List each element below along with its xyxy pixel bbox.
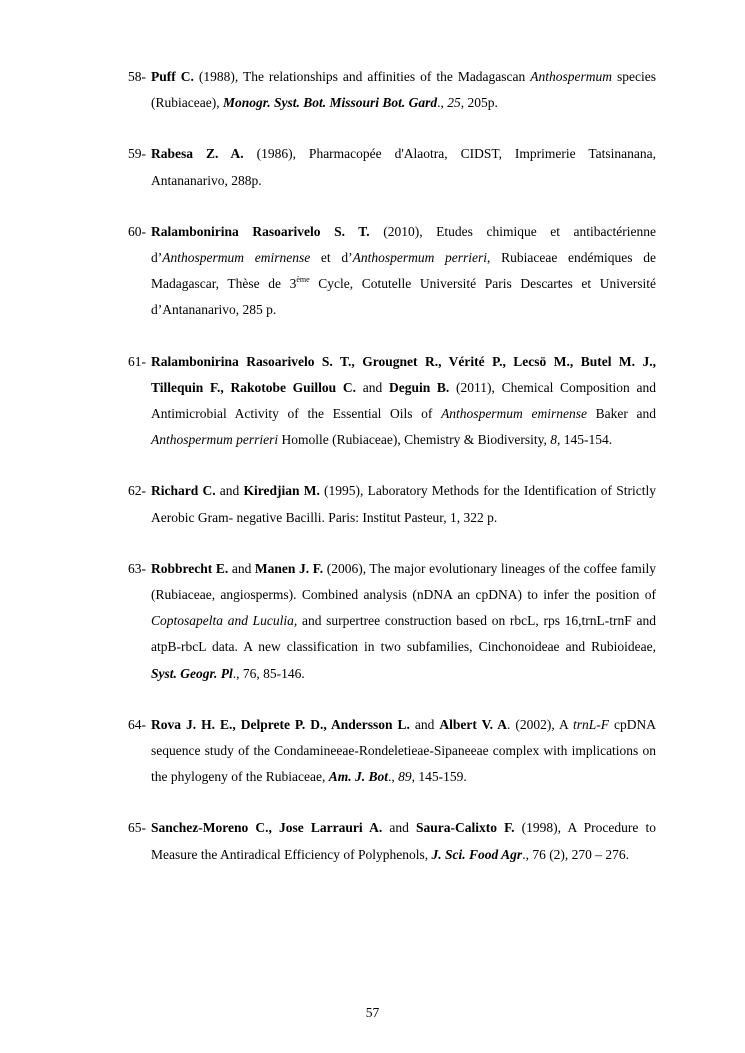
reference-text-run: , 145-154. — [556, 432, 613, 448]
reference-entry — [128, 141, 656, 193]
reference-journal: Syst. Geogr. Pl — [151, 665, 233, 681]
reference-text-run: and — [228, 560, 255, 576]
reference-journal: Am. J. Bot — [328, 769, 388, 785]
reference-author: Ralambonirina Rasoarivelo S. T., Grougnet R., Vérité P., Lecsö M., Butel M. J., Tillequin F., Rakotobe Guillou C. — [151, 353, 656, 395]
reference-text-run: (1988), The relationships and affinities of the Madagascan — [193, 69, 531, 84]
reference-italic-text: Anthospermum — [530, 69, 613, 84]
reference-italic-text: 25 — [447, 95, 461, 111]
reference-author: Albert V. A — [439, 716, 507, 732]
reference-text-run: and — [409, 716, 440, 732]
page-number: 57 — [365, 1005, 380, 1020]
reference-text-run: , 145-159. — [411, 769, 467, 785]
reference-number: 58- — [128, 69, 146, 84]
reference-text-run: ., 76 (2), 270 – 276. — [522, 846, 630, 862]
reference-journal: Monogr. Syst. Bot. Missouri Bot. Gard — [222, 95, 438, 111]
reference-italic-text: Anthospermum perrieri — [151, 432, 279, 448]
reference-text-run: (1995), Laboratory Methods for the Identification of Strictly Aerobic Gram- negative Bacilli. Paris: Institut Pasteur, 1, 322 p. — [151, 483, 657, 525]
reference-journal: J. Sci. Food Agr — [431, 846, 523, 862]
reference-text-run: (1998), A Procedure to Measure the Antiradical Efficiency of Polyphenols, — [151, 820, 656, 862]
reference-number: 64- — [128, 716, 146, 732]
reference-text-run: , 205p. — [460, 95, 498, 111]
reference-number: 63- — [128, 560, 146, 576]
reference-number: 59- — [128, 146, 146, 162]
reference-author: Richard C. — [151, 483, 216, 499]
reference-text — [151, 349, 656, 454]
reference-text-run: . (2002), A — [507, 716, 573, 732]
reference-author: Manen J. F. — [254, 560, 324, 576]
reference-text — [151, 64, 656, 116]
reference-text-run: , Rubiaceae endémiques de Madagascar, Thèse de 3 — [151, 250, 656, 292]
reference-italic-text: 8 — [550, 432, 557, 448]
reference-author: Saura-Calixto F. — [416, 820, 515, 836]
reference-text-run: and surpertree construction based on rbcL, rps 16,trnL-trnF and atpB-rbcL data. A new classification in two subfamilies, Cinchonoideae and Rubioideae, — [151, 613, 656, 655]
reference-italic-text: Anthospermum emirnense — [441, 406, 587, 422]
reference-text-run: Baker and — [586, 406, 656, 422]
reference-text — [151, 219, 656, 324]
reference-text-run: cpDNA sequence study of the Condamineeae-Rondeletieae-Sipaneeae complex with implications on the phylogeny of the Rubiaceae, — [151, 716, 656, 785]
reference-text-run: and — [356, 379, 389, 395]
reference-text-run: ., 76, 85-146. — [232, 665, 305, 681]
reference-number: 65- — [128, 820, 146, 836]
reference-text-run: ., — [437, 95, 448, 111]
reference-text — [151, 712, 656, 791]
reference-italic-text: Anthospermum emirnense — [162, 250, 311, 266]
reference-italic-text: Coptosapelta and Luculia, — [151, 613, 298, 629]
reference-text — [151, 556, 656, 687]
reference-text-run: (1986), Pharmacopée d'Alaotra, CIDST, Imprimerie Tatsinanana, Antananarivo, 288p. — [151, 146, 656, 188]
reference-italic-text: 89 — [398, 769, 412, 785]
reference-number: 61- — [128, 353, 146, 369]
reference-author: Deguin B. — [388, 379, 450, 395]
reference-entry — [128, 815, 656, 867]
reference-text-run: and — [215, 483, 244, 499]
reference-entry — [128, 712, 656, 791]
reference-entry — [128, 349, 656, 454]
reference-text-run: (2011), Chemical Composition and Antimicrobial Activity of the Essential Oils of — [151, 379, 657, 422]
reference-text-run: (2010), Etudes chimique et antibactérienne d’ — [151, 223, 656, 266]
reference-text-run: (2006), The major evolutionary lineages of the coffee family (Rubiaceae, angiosperms). Combined analysis (nDNA an cpDNA) to infer the position of — [151, 560, 656, 603]
reference-number: 62- — [128, 483, 146, 499]
reference-text — [151, 141, 656, 193]
reference-author: Sanchez-Moreno C., Jose Larrauri A. — [151, 820, 383, 836]
reference-entry — [128, 64, 656, 116]
reference-author: Robbrecht E. — [151, 560, 229, 576]
reference-entry — [128, 556, 656, 687]
reference-list — [128, 64, 656, 893]
reference-text — [151, 815, 656, 867]
reference-text — [151, 478, 656, 530]
reference-author: Ralambonirina Rasoarivelo S. T. — [151, 223, 370, 239]
reference-text-run: and — [382, 820, 416, 836]
reference-text-run: species (Rubiaceae), — [151, 69, 657, 111]
reference-author: Puff C. — [151, 69, 194, 84]
reference-text-run: Cycle, Cotutelle Université Paris Descartes et Université d’Antananarivo, 285 p. — [151, 276, 656, 318]
reference-text-run: et d’ — [310, 250, 353, 266]
reference-italic-text: trnL-F — [572, 716, 609, 732]
reference-author: Kiredjian M. — [243, 483, 320, 499]
reference-superscript: ème — [296, 275, 310, 285]
reference-text-run: ., — [387, 769, 399, 785]
reference-author: Rova J. H. E., Delprete P. D., Andersson L. — [151, 716, 410, 732]
reference-entry — [128, 219, 656, 324]
reference-number: 60- — [128, 223, 146, 239]
reference-text-run: Homolle (Rubiaceae), Chemistry & Biodiversity, — [278, 432, 551, 448]
reference-entry — [128, 478, 656, 530]
reference-italic-text: Anthospermum perrieri — [352, 250, 488, 266]
reference-author: Rabesa Z. A. — [151, 146, 244, 162]
